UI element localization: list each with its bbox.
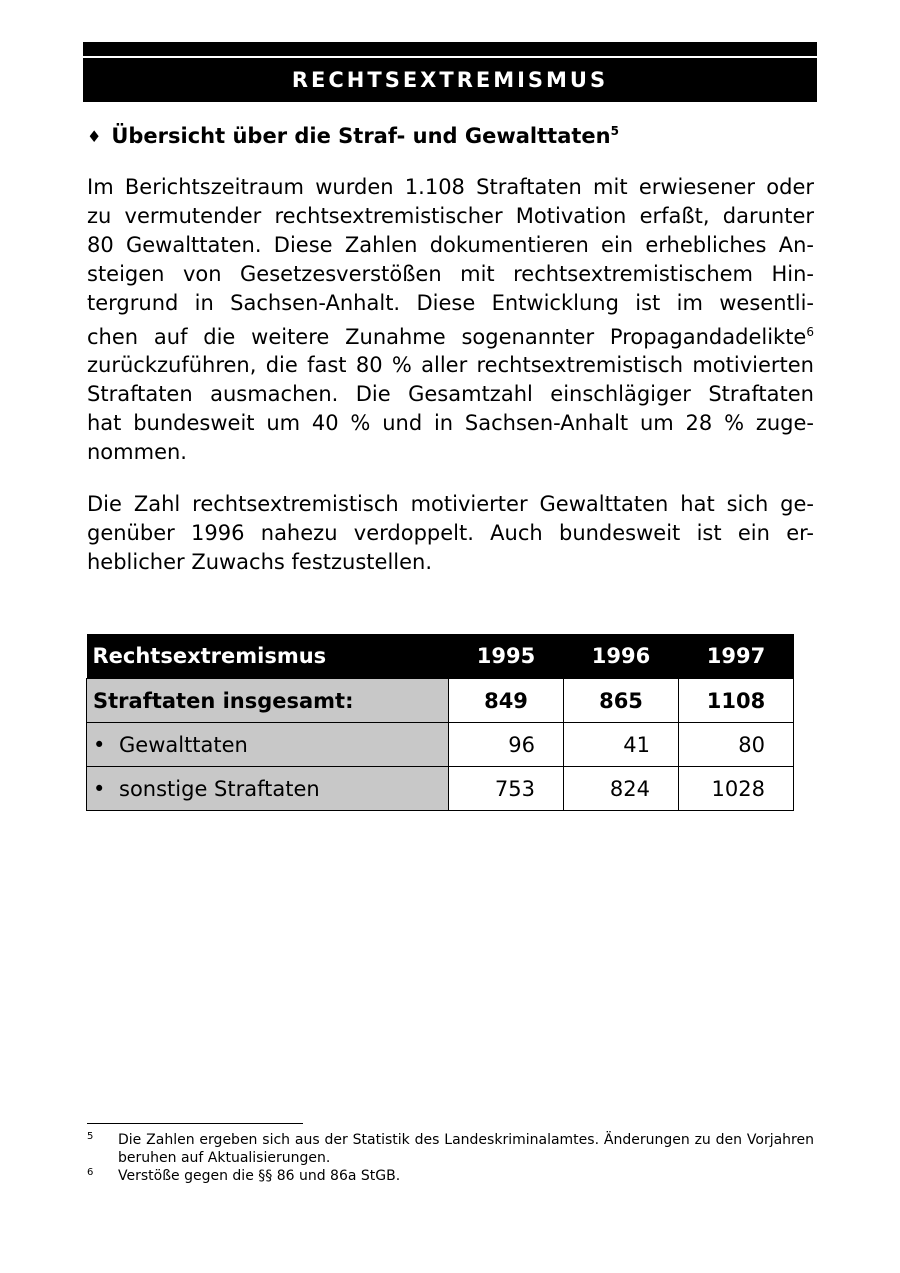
- header-title: RECHTSEXTREMISMUS: [291, 68, 609, 92]
- table-header-year: 1997: [679, 634, 794, 679]
- cell-value: 1028: [679, 767, 794, 811]
- paragraph-line-text: chen auf die weitere Zunahme sogenannter Propagandadelikte: [87, 324, 807, 349]
- row-label: sonstige Straftaten: [119, 776, 320, 801]
- cell-value: 865: [564, 679, 679, 723]
- table-row-total: [87, 679, 794, 723]
- paragraph-line: heblicher Zuwachs festzustellen.: [87, 549, 433, 574]
- paragraph-line: zurückzuführen, die fast 80 % aller rechtsextremistisch motivierten: [87, 353, 814, 378]
- footnote-text: Verstöße gegen die §§ 86 und 86a StGB.: [118, 1168, 401, 1184]
- section-heading-text: Übersicht über die Straf- und Gewalttaten: [111, 124, 611, 148]
- cell-value: 824: [564, 767, 679, 811]
- row-label: Straftaten insgesamt:: [87, 679, 449, 723]
- bullet-icon: •: [93, 732, 106, 757]
- paragraph-1: [87, 173, 814, 467]
- footnote-ref-5[interactable]: 5: [610, 124, 619, 138]
- paragraph-line: Im Berichtszeitraum wurden 1.108 Straftaten mit erwiesener oder: [87, 175, 814, 199]
- cell-value: 753: [449, 767, 564, 811]
- statistics-table: [86, 634, 794, 811]
- header-divider: [83, 56, 817, 58]
- section-heading: [87, 124, 619, 148]
- paragraph-line: zu vermutender rechtsextremistischer Motivation erfaßt, darunter: [87, 203, 814, 228]
- row-label-cell: [87, 723, 449, 767]
- table-header-row: [87, 634, 794, 679]
- footnote-text: Die Zahlen ergeben sich aus der Statistik des Landeskriminalamtes. Änderungen zu den Vorjahren beruhen auf Aktualisierungen.: [118, 1132, 814, 1166]
- header-top-band: [83, 42, 817, 56]
- footnote-6: [87, 1167, 814, 1185]
- cell-value: 1108: [679, 679, 794, 723]
- footnote-number: 6: [87, 1167, 94, 1178]
- row-label: Gewalttaten: [119, 732, 248, 757]
- diamond-bullet-icon: ♦: [87, 127, 102, 146]
- paragraph-line: hat bundesweit um 40 % und in Sachsen-Anhalt um 28 % zuge-: [87, 411, 814, 436]
- footnote-number: 5: [87, 1131, 94, 1142]
- table-header-year: 1995: [449, 634, 564, 679]
- paragraph-line: 80 Gewalttaten. Diese Zahlen dokumentieren ein erhebliches An-: [87, 232, 814, 257]
- table-header-label: Rechtsextremismus: [87, 634, 449, 679]
- footnote-separator: [87, 1123, 303, 1124]
- paragraph-line-with-ref: [87, 318, 814, 352]
- paragraph-line: Straftaten ausmachen. Die Gesamtzahl einschlägiger Straftaten: [87, 382, 814, 407]
- cell-value: 41: [564, 723, 679, 767]
- paragraph-line: genüber 1996 nahezu verdoppelt. Auch bundesweit ist ein er-: [87, 520, 814, 545]
- paragraph-2: [87, 490, 814, 577]
- row-label-cell: [87, 767, 449, 811]
- paragraph-line: nommen.: [87, 440, 187, 465]
- cell-value: 849: [449, 679, 564, 723]
- header-bar: [83, 42, 817, 102]
- table-header-year: 1996: [564, 634, 679, 679]
- paragraph-line: tergrund in Sachsen-Anhalt. Diese Entwicklung ist im wesentli-: [87, 290, 814, 315]
- table-row: [87, 723, 794, 767]
- paragraph-line: steigen von Gesetzesverstößen mit rechtsextremistischem Hin-: [87, 261, 814, 286]
- paragraph-line: Die Zahl rechtsextremistisch motivierter Gewalttaten hat sich ge-: [87, 492, 814, 516]
- table-row: [87, 767, 794, 811]
- cell-value: 96: [449, 723, 564, 767]
- bullet-icon: •: [93, 776, 106, 801]
- footnotes: [87, 1131, 814, 1185]
- footnote-ref-6[interactable]: 6: [806, 324, 814, 339]
- cell-value: 80: [679, 723, 794, 767]
- footnote-5: [87, 1131, 814, 1167]
